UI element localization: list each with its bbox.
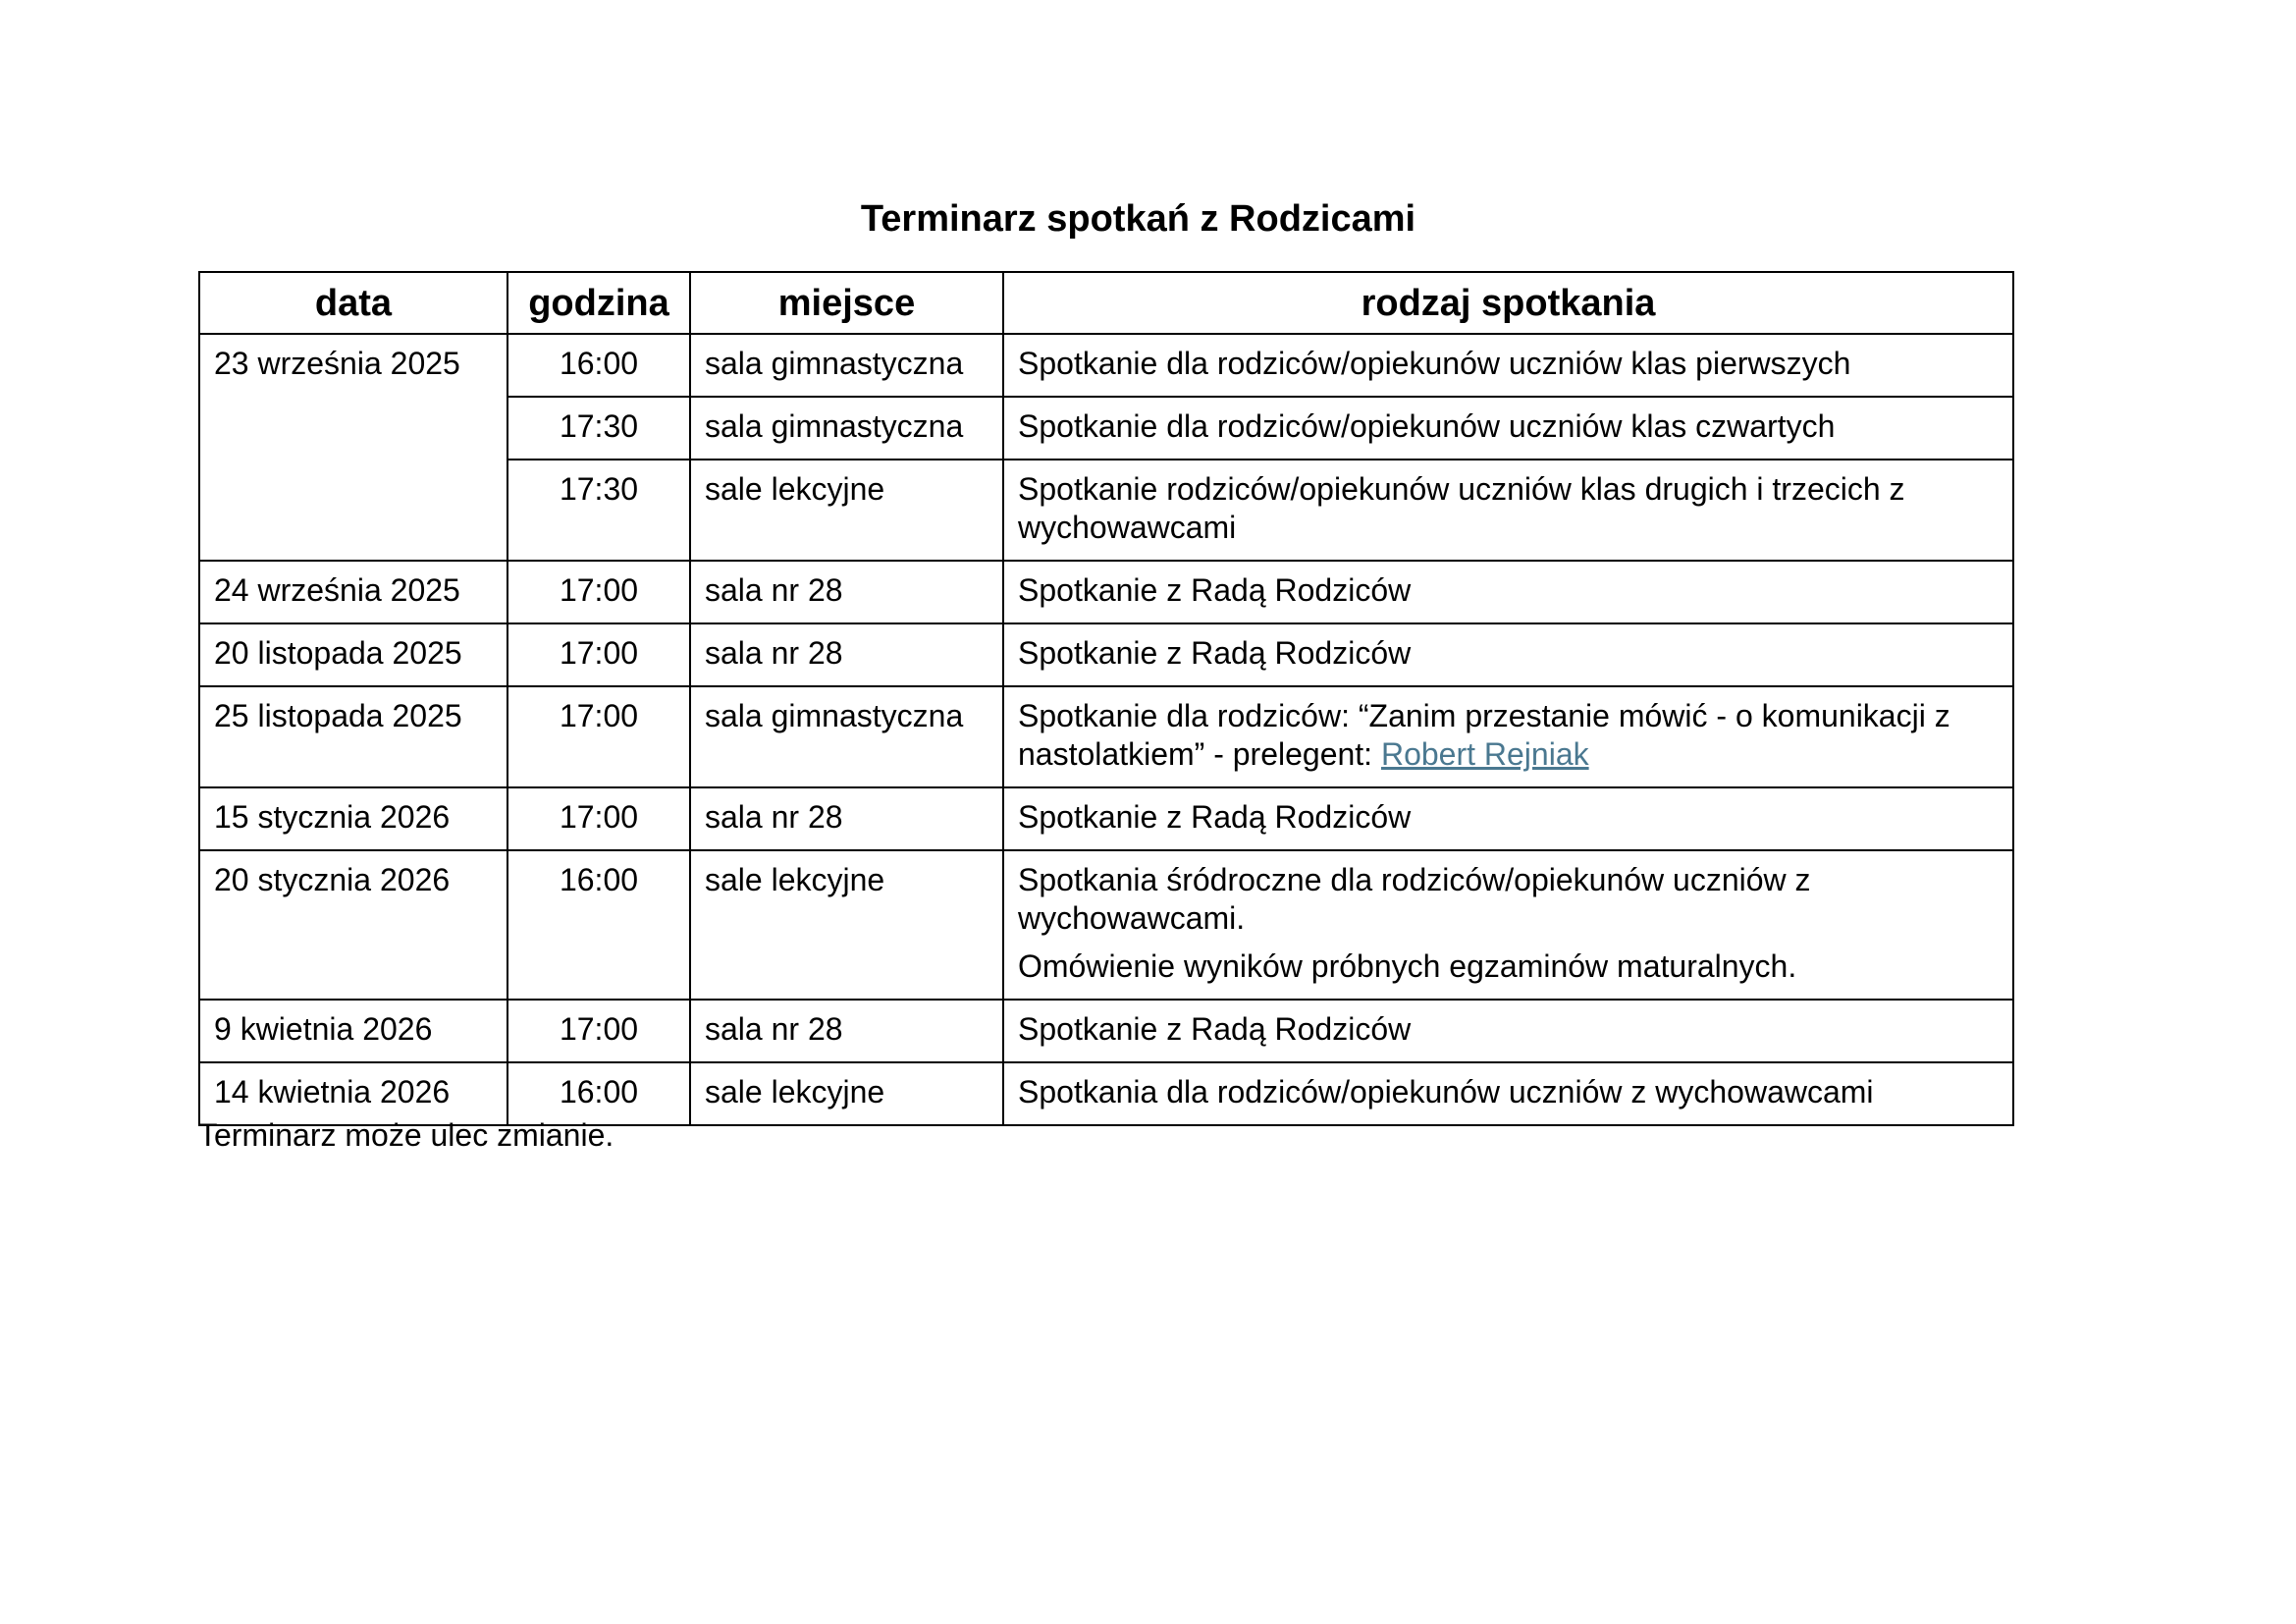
cell-date: 20 listopada 2025 bbox=[199, 623, 507, 686]
cell-date: 15 stycznia 2026 bbox=[199, 787, 507, 850]
page-title: Terminarz spotkań z Rodzicami bbox=[860, 198, 1416, 240]
cell-type: Spotkania dla rodziców/opiekunów uczniów z wychowawcami bbox=[1003, 1062, 2013, 1125]
cell-type: Spotkanie dla rodziców/opiekunów uczniów klas pierwszych bbox=[1003, 334, 2013, 397]
cell-place: sala nr 28 bbox=[690, 1000, 1003, 1062]
cell-type bbox=[1003, 850, 2013, 1000]
cell-place: sala nr 28 bbox=[690, 561, 1003, 623]
table-row bbox=[199, 1000, 2013, 1062]
cell-date: 20 stycznia 2026 bbox=[199, 850, 507, 1000]
cell-type-text: Spotkanie dla rodziców: “Zanim przestanie mówić - o komunikacji z nastolatkiem” - prelegent: bbox=[1018, 698, 1950, 772]
table-header-row bbox=[199, 272, 2013, 334]
cell-type-line: Spotkania śródroczne dla rodziców/opiekunów uczniów z wychowawcami. bbox=[1018, 862, 1811, 936]
cell-place: sale lekcyjne bbox=[690, 850, 1003, 1000]
table-row bbox=[199, 623, 2013, 686]
meetings-table bbox=[198, 271, 2014, 1126]
cell-type-line: Omówienie wyników próbnych egzaminów maturalnych. bbox=[1018, 948, 1797, 984]
cell-time: 17:00 bbox=[507, 686, 690, 787]
cell-place: sala gimnastyczna bbox=[690, 686, 1003, 787]
cell-date: 9 kwietnia 2026 bbox=[199, 1000, 507, 1062]
cell-date: 23 września 2025 bbox=[199, 334, 507, 561]
cell-date: 25 listopada 2025 bbox=[199, 686, 507, 787]
cell-type: Spotkanie z Radą Rodziców bbox=[1003, 787, 2013, 850]
cell-time: 17:30 bbox=[507, 460, 690, 561]
cell-time: 17:30 bbox=[507, 397, 690, 460]
cell-place: sala nr 28 bbox=[690, 787, 1003, 850]
cell-time: 16:00 bbox=[507, 850, 690, 1000]
table-row bbox=[199, 686, 2013, 787]
cell-time: 17:00 bbox=[507, 623, 690, 686]
cell-time: 17:00 bbox=[507, 1000, 690, 1062]
footer-note: Terminarz może ulec zmianie. bbox=[198, 1117, 614, 1153]
cell-date: 14 kwietnia 2026 bbox=[199, 1062, 507, 1125]
speaker-link[interactable]: Robert Rejniak bbox=[1380, 736, 1589, 772]
header-date: data bbox=[199, 272, 507, 334]
table-row bbox=[199, 850, 2013, 1000]
cell-place: sale lekcyjne bbox=[690, 1062, 1003, 1125]
cell-type: Spotkanie z Radą Rodziców bbox=[1003, 561, 2013, 623]
cell-time: 17:00 bbox=[507, 787, 690, 850]
cell-type: Spotkanie dla rodziców/opiekunów uczniów klas czwartych bbox=[1003, 397, 2013, 460]
cell-place: sala nr 28 bbox=[690, 623, 1003, 686]
cell-time: 16:00 bbox=[507, 334, 690, 397]
cell-type: Spotkanie z Radą Rodziców bbox=[1003, 1000, 2013, 1062]
cell-place: sale lekcyjne bbox=[690, 460, 1003, 561]
cell-type bbox=[1003, 686, 2013, 787]
cell-date: 24 września 2025 bbox=[199, 561, 507, 623]
cell-time: 16:00 bbox=[507, 1062, 690, 1125]
cell-place: sala gimnastyczna bbox=[690, 397, 1003, 460]
table-row bbox=[199, 334, 2013, 397]
table-row bbox=[199, 561, 2013, 623]
table-row bbox=[199, 787, 2013, 850]
header-type: rodzaj spotkania bbox=[1003, 272, 2013, 334]
cell-time: 17:00 bbox=[507, 561, 690, 623]
cell-type: Spotkanie z Radą Rodziców bbox=[1003, 623, 2013, 686]
cell-type: Spotkanie rodziców/opiekunów uczniów klas drugich i trzecich z wychowawcami bbox=[1003, 460, 2013, 561]
header-place: miejsce bbox=[690, 272, 1003, 334]
header-time: godzina bbox=[507, 272, 690, 334]
cell-place: sala gimnastyczna bbox=[690, 334, 1003, 397]
